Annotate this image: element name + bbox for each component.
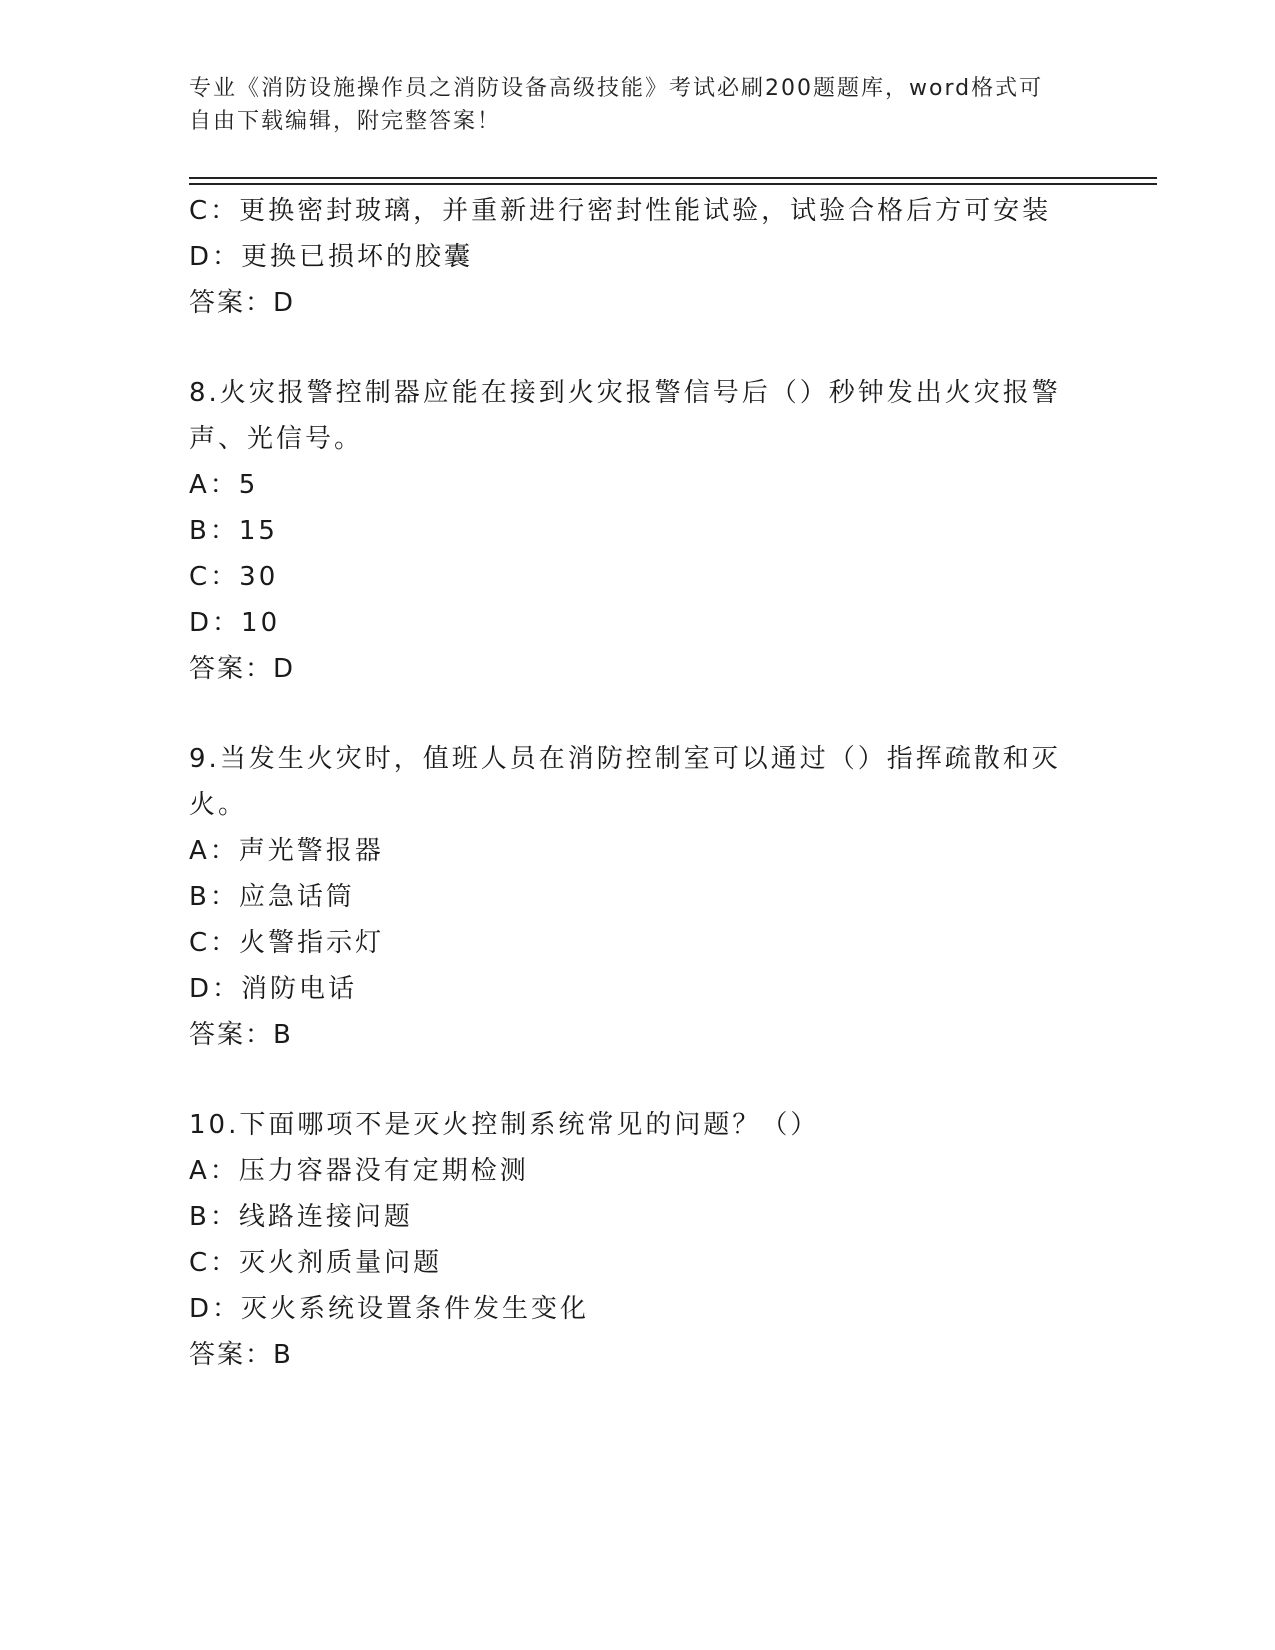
q8-option-b: B：15 — [189, 516, 278, 546]
header-title-line-2: 自由下载编辑，附完整答案！ — [189, 109, 502, 134]
q9-option-b: B：应急话筒 — [189, 882, 355, 912]
q7-option-c: C：更换密封玻璃，并重新进行密封性能试验，试验合格后方可安装 — [189, 196, 1052, 226]
q8-option-a: A：5 — [189, 470, 259, 500]
header-divider-top — [189, 177, 1157, 179]
q8-stem-line-1: 8.火灾报警控制器应能在接到火灾报警信号后（）秒钟发出火灾报警 — [189, 378, 1061, 408]
spacer — [189, 692, 1089, 736]
question-list — [189, 188, 1089, 1378]
q7-option-d: D：更换已损坏的胶囊 — [189, 242, 474, 272]
q9-option-d: D：消防电话 — [189, 974, 358, 1004]
question-10 — [189, 1102, 1089, 1378]
spacer — [189, 1058, 1089, 1102]
question-9 — [189, 736, 1089, 1058]
spacer — [189, 326, 1089, 370]
q9-stem-line-2: 火。 — [189, 790, 248, 820]
q10-answer: 答案：B — [189, 1340, 293, 1370]
q10-option-c: C：灭火剂质量问题 — [189, 1248, 443, 1278]
q8-stem-line-2: 声、光信号。 — [189, 424, 364, 454]
q9-option-a: A：声光警报器 — [189, 836, 384, 866]
q7-answer: 答案：D — [189, 288, 296, 318]
q8-answer: 答案：D — [189, 654, 296, 684]
q10-option-a: A：压力容器没有定期检测 — [189, 1156, 529, 1186]
q8-option-d: D：10 — [189, 608, 281, 638]
q8-option-c: C：30 — [189, 562, 279, 592]
q9-stem-line-1: 9.当发生火灾时，值班人员在消防控制室可以通过（）指挥疏散和灭 — [189, 744, 1061, 774]
question-8 — [189, 370, 1089, 692]
question-7 — [189, 188, 1089, 326]
q9-answer: 答案：B — [189, 1020, 293, 1050]
q10-option-b: B：线路连接问题 — [189, 1202, 413, 1232]
q10-stem-line-1: 10.下面哪项不是灭火控制系统常见的问题？（） — [189, 1110, 820, 1140]
q10-option-d: D：灭火系统设置条件发生变化 — [189, 1294, 590, 1324]
header-title-line-1: 专业《消防设施操作员之消防设备高级技能》考试必刷200题题库，word格式可 — [189, 76, 1044, 101]
q9-option-c: C：火警指示灯 — [189, 928, 385, 958]
document-header — [189, 72, 1089, 138]
header-divider-bottom — [189, 183, 1157, 185]
